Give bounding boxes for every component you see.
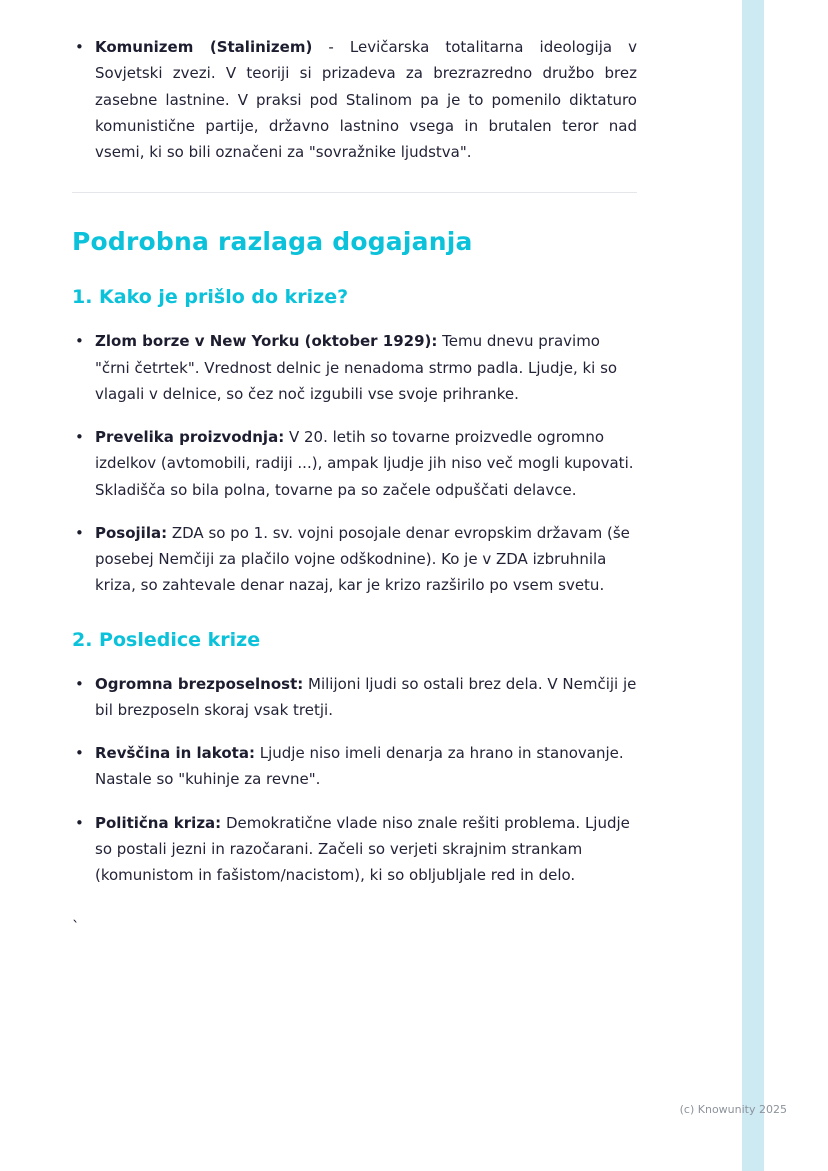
bullet-text: V 20. letih so tovarne proizvedle ogromno izdelkov (avtomobili, radiji ...), ampak ljudje jih niso več mogli kupovati. Skladišča so bila polna, tovarne pa so začele odpuščati delavce. xyxy=(95,428,634,499)
list-item xyxy=(72,34,637,165)
bullet-text: Temu dnevu pravimo "črni četrtek". Vrednost delnic je nenadoma strmo padla. Ljudje, ki so vlagali v delnice, so čez noč izgubili vse svoje prihranke. xyxy=(95,332,618,403)
stray-character: ` xyxy=(72,918,80,937)
list-item xyxy=(72,520,637,599)
bullet-term: Posojila: xyxy=(95,523,168,542)
bullet-text: Demokratične vlade niso znale rešiti problema. Ljudje so postali jezni in razočarani. Začeli so verjeti skrajnim strankam (komunistom in fašistom/nacistom), ki so obljubljale red in delo. xyxy=(95,813,630,884)
right-accent-stripe xyxy=(742,0,764,1171)
bullet-text: ZDA so po 1. sv. vojni posojale denar evropskim državam (še posebej Nemčiji za plačilo vojne odškodnine). Ko je v ZDA izbruhnila kriza, so zahtevale denar nazaj, kar je krizo razširilo po vsem svetu. xyxy=(95,523,630,595)
section-1-title: 1. Kako je prišlo do krize? xyxy=(72,286,349,309)
bullet-text: - Levičarska totalitarna ideologija v Sovjetski zvezi. V teoriji si prizadeva za brezrazredno družbo brez zasebne lastnine. V praksi pod Stalinom pa je to pomenilo diktaturo komunistične partije, državno lastnino vsega in brutalen teror nad vsemi, ki so bili označeni za "sovražnike ljudstva". xyxy=(95,38,637,161)
section-divider xyxy=(72,192,637,193)
bullet-term: Politična kriza: xyxy=(95,813,222,832)
footer-copyright: (c) Knowunity 2025 xyxy=(679,1103,787,1116)
bullet-text: Milijoni ljudi so ostali brez dela. V Nemčiji je bil brezposeln skoraj vsak tretji. xyxy=(95,674,637,719)
section-2-title: 2. Posledice krize xyxy=(72,628,261,651)
document-content xyxy=(72,34,637,936)
bullet-text: Ljudje niso imeli denarja za hrano in stanovanje. Nastale so "kuhinje za revne". xyxy=(95,744,624,789)
list-item xyxy=(72,671,637,724)
list-item xyxy=(72,810,637,889)
bullet-term: Komunizem (Stalinizem) xyxy=(95,38,313,56)
page-title: Podrobna razlaga dogajanja xyxy=(72,227,473,257)
bullet-term: Zlom borze v New Yorku (oktober 1929): xyxy=(95,332,438,351)
list-item xyxy=(72,328,637,407)
bullet-term: Prevelika proizvodnja: xyxy=(95,428,285,446)
intro-bullet-list xyxy=(72,34,637,165)
section-2-list xyxy=(72,671,637,889)
list-item xyxy=(72,424,637,503)
bullet-term: Revščina in lakota: xyxy=(95,744,255,762)
section-1-list xyxy=(72,328,637,598)
list-item xyxy=(72,740,637,793)
bullet-term: Ogromna brezposelnost: xyxy=(95,674,304,693)
